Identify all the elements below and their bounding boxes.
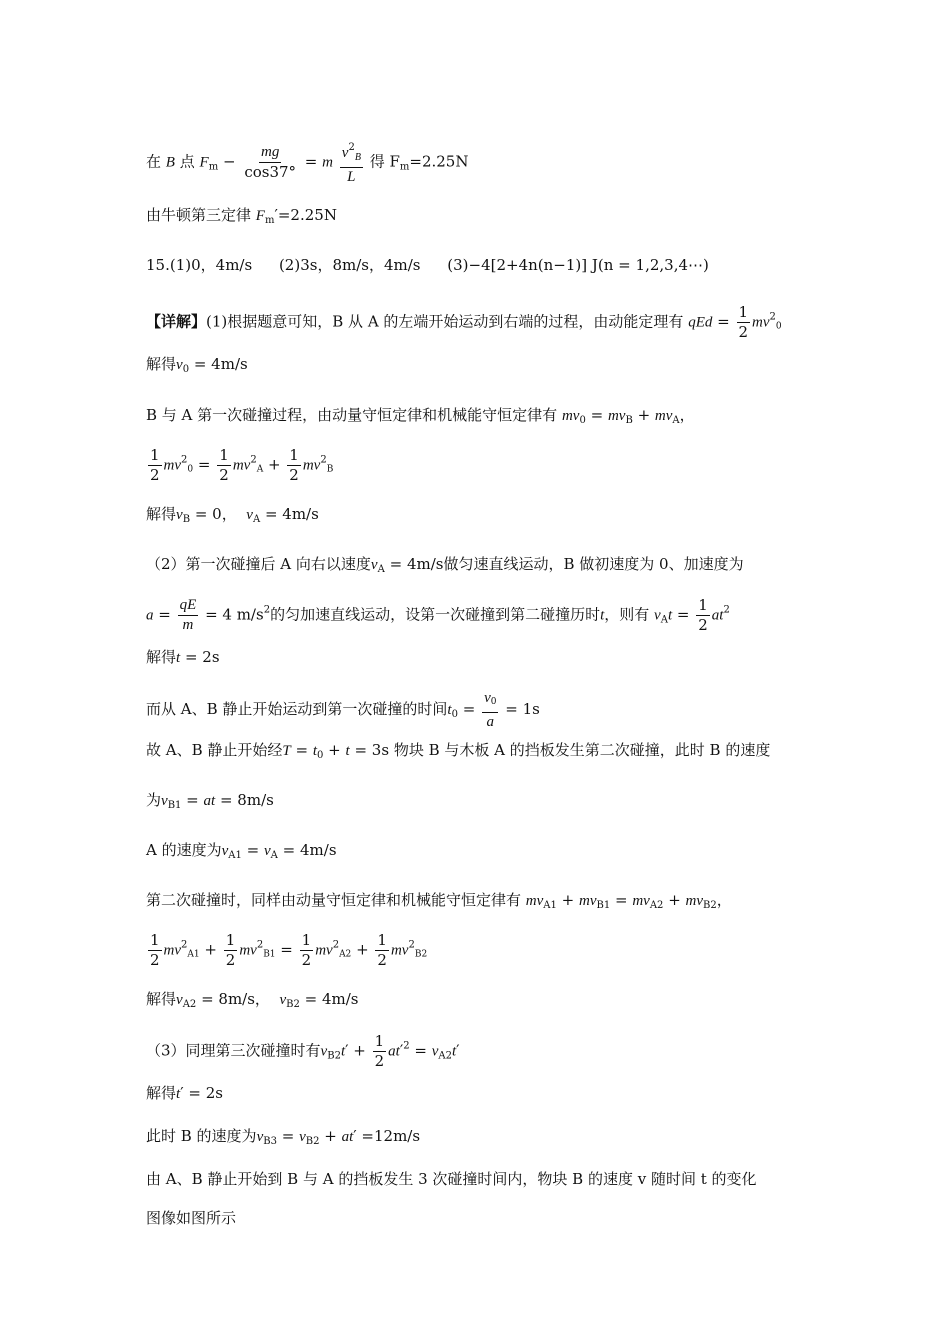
fraction-vb2-l: $\frac{v^2_B}{L}$ (340, 138, 363, 187)
part3-line: （3）同理第三次碰撞时有$v_{B2}t'$ + $\frac{1}{2}$ $at'^2 = v_{A2}t'$ (146, 1032, 460, 1070)
eq-line-b-point: 在 B 点 $F_m$ − $\frac{mg}{\cos 37^\circ}$ = m $\frac{v^2_B}{L}$ 得 $F_m=2.25N$ (146, 138, 910, 187)
first-collision-line: B 与 A 第一次碰撞过程，由动量守恒定律和机械能守恒定律有 $mv_0 = mv_B + mv_A$， (146, 406, 695, 426)
vb1-line: 为$v_{B1}$ = at = 8m/s (146, 791, 274, 811)
solve-t-line: 解得t = 2s (146, 648, 220, 666)
second-collision-line: 第二次碰撞时，同样由动量守恒定律和机械能守恒定律有 $mv_{A1} + mv_{B1} = mv_{A2} + mv_{B2}$， (146, 891, 732, 911)
graph-caption-line: 图像如图所示 (146, 1209, 237, 1227)
answer-15-line: 15.(1)0，4m/s (2)3s，8m/s，4m/s (3)−4[2+4n(n−1)] J(n = 1,2,3,4⋯) (146, 256, 709, 274)
solve-va2-vb2-line: 解得$v_{A2} = 8m/s$， $v_{B2} = 4m/s$ (146, 990, 359, 1010)
acceleration-line: a = $\frac{qE}{m}$ = 4 $m/s^2$的匀加速直线运动，设第一次碰撞到第二碰撞历时t，则有 $v_At$ = $\frac{1}{2}$ $at^2$ (146, 596, 730, 634)
va1-line: A 的速度为$v_{A1} = v_A = 4m/s$ (146, 841, 337, 861)
solve-v0-line: 解得$v_0 = 4m/s$ (146, 355, 248, 375)
energy-eq-1-line: $\frac{1}{2}$ $mv^2_0$ = $\frac{1}{2}$ $mv^2_A$ + $\frac{1}{2}$ $mv^2_B$ (150, 446, 334, 484)
graph-intro-line: 由 A、B 静止开始到 B 与 A 的挡板发生 3 次碰撞时间内，物块 B 的速度 v 随时间 t 的变化 (146, 1170, 757, 1188)
second-collision-time-line: 故 A、B 静止开始经$T = t_0 + t = 3s$ 物块 B 与木板 A 的挡板发生第二次碰撞，此时 B 的速度 (146, 741, 771, 761)
energy-eq-2-line: $\frac{1}{2}$ $mv^2_{A1}$ + $\frac{1}{2}$ $mv^2_{B1}$ = $\frac{1}{2}$ $mv^2_{A2}$ + $\frac{1}{2}$ $mv^2_{B2}$ (150, 931, 428, 969)
fraction-mg-cos: $\frac{mg}{\cos 37^\circ}$ (244, 144, 297, 181)
time-t0-line: 而从 A、B 静止开始运动到第一次碰撞的时间$t_0$ = $\frac{v_0}{a}$ = 1s (146, 690, 540, 730)
detail-part1-line: 【详解】(1)根据题意可知，B 从 A 的左端开始运动到右端的过程，由动能定理有 qEd = $\frac{1}{2}$ $mv^2_0$ (146, 303, 782, 341)
solve-t-prime-line: 解得t′ = 2s (146, 1084, 223, 1102)
newton-third-law-line: 由牛顿第三定律 $F_m'=2.25N$ (146, 206, 337, 226)
part2-line: （2）第一次碰撞后 A 向右以速度$v_A = 4m/s$做匀速直线运动，B 做初速度为 0、加速度为 (146, 555, 744, 575)
vb3-line: 此时 B 的速度为$v_{B3} = v_{B2} + at' =12m/s$ (146, 1127, 421, 1147)
solve-vb-va-line: 解得$v_B = 0$， $v_A = 4m/s$ (146, 505, 319, 525)
